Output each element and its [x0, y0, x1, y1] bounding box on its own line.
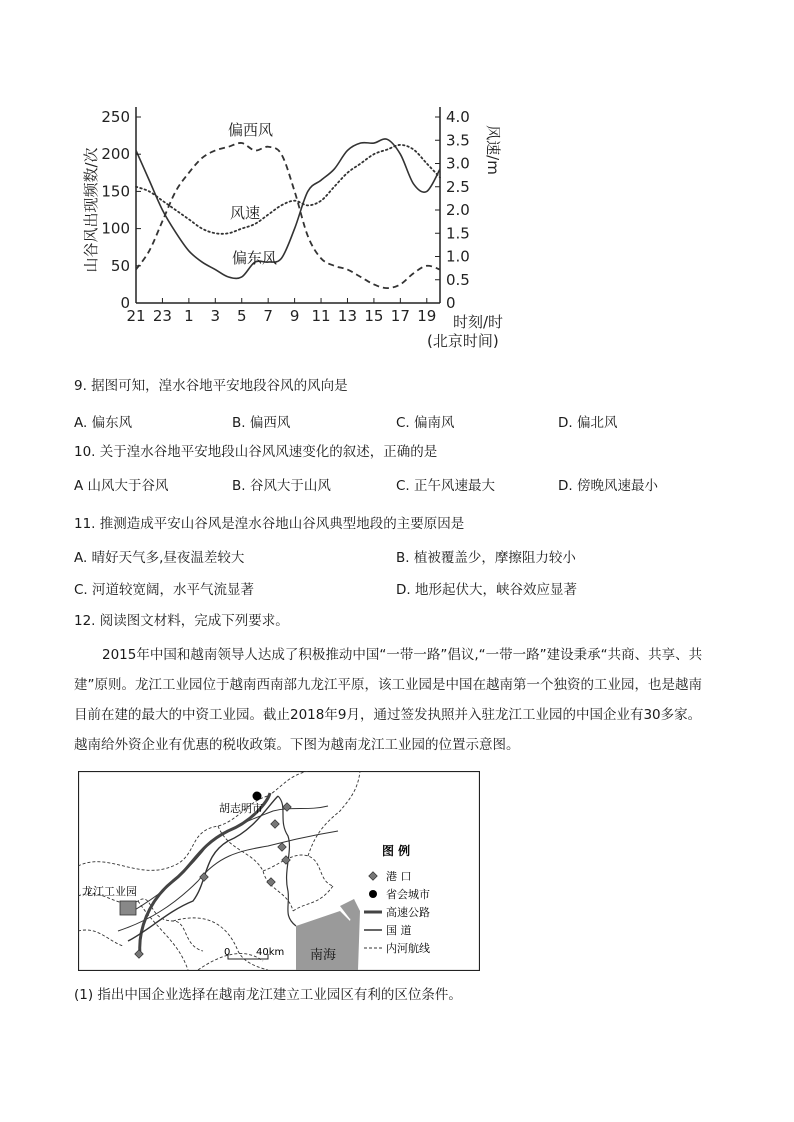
city-label: 胡志明市 [219, 802, 263, 815]
y2-tick-label: 4.0 [446, 108, 470, 126]
series-line-风速 [136, 145, 440, 234]
legend-highway: 高速公路 [386, 906, 430, 919]
q9-option-b[interactable]: B. 偏西风 [232, 415, 291, 431]
chart-ticks [101, 108, 470, 325]
x-tick-label: 1 [184, 307, 194, 325]
q10-option-c[interactable]: C. 正午风速最大 [396, 478, 496, 494]
q11-option-a[interactable]: A. 晴好天气多,昼夜温差较大 [74, 550, 245, 566]
label-wind-speed: 风速 [230, 204, 261, 222]
q10-stem: 10. 关于湟水谷地平安地段山谷风风速变化的叙述，正确的是 [74, 444, 438, 460]
x-tick-label: 23 [152, 307, 172, 325]
city-marker [253, 792, 262, 801]
y-tick-label: 0 [120, 294, 130, 312]
x-axis-label: 时刻/时 [453, 313, 504, 331]
label-west-wind: 偏西风 [228, 121, 274, 139]
label-east-wind: 偏东风 [232, 249, 278, 267]
q11-stem: 11. 推测造成平安山谷风是湟水谷地山谷风典型地段的主要原因是 [74, 516, 465, 532]
y-tick-label: 150 [101, 182, 130, 201]
y2-tick-label: 2.5 [446, 177, 470, 196]
q10-option-a[interactable]: A 山风大于谷风 [74, 478, 169, 494]
passage: 2015年中国和越南领导人达成了积极推动中国“一带一路”倡议,“一带一路”建设秉承“共商、共享、共建”原则。龙江工业园位于越南西南部九龙江平原，该工业园是中国在越南第一个独资的工业园，也是越南目前在建的最大的中资工业园。截止2018年9月，通过签发执照并入驻龙江工业园的中国企业有30多家。越南给外资企业有优惠的税收政策。下图为越南龙江工业园的位置示意图。 [74, 647, 703, 753]
x-tick-label: 13 [337, 307, 358, 325]
q9-option-c[interactable]: C. 偏南风 [396, 415, 455, 431]
x-tick-label: 21 [126, 307, 146, 325]
legend-river: 内河航线 [386, 942, 430, 955]
y2-axis-label: 风速/m [484, 125, 502, 175]
x-tick-label: 5 [236, 307, 247, 325]
location-map [78, 771, 480, 971]
x-axis-sublabel: (北京时间) [427, 332, 499, 350]
x-tick-label: 15 [364, 307, 384, 325]
y2-tick-label: 1.0 [446, 247, 470, 266]
legend-capital-icon [369, 890, 377, 898]
legend-road: 国 道 [386, 924, 412, 937]
x-tick-label: 9 [289, 307, 300, 325]
q10-option-d[interactable]: D. 傍晚风速最小 [558, 478, 658, 494]
sub-question-1: (1) 指出中国企业选择在越南龙江建立工业园区有利的区位条件。 [74, 987, 462, 1003]
y2-tick-label: 0.5 [446, 270, 470, 289]
q9-option-a[interactable]: A. 偏东风 [74, 415, 133, 431]
q12-stem: 12. 阅读图文材料，完成下列要求。 [74, 613, 289, 629]
q11-option-d[interactable]: D. 地形起伏大，峡谷效应显著 [396, 582, 577, 598]
series-line-偏西风 [136, 143, 440, 288]
y-tick-label: 50 [110, 256, 130, 275]
legend-port: 港 口 [386, 870, 412, 883]
y-tick-label: 200 [101, 145, 130, 164]
park-marker [120, 901, 136, 915]
chart-lines [136, 139, 440, 288]
y-tick-label: 250 [101, 108, 130, 126]
y2-tick-label: 3.5 [446, 131, 470, 150]
x-tick-label: 3 [210, 307, 221, 325]
x-tick-label: 19 [417, 307, 437, 325]
series-line-偏东风 [136, 139, 440, 278]
q10-option-b[interactable]: B. 谷风大于山风 [232, 478, 331, 494]
y2-tick-label: 1.5 [446, 224, 470, 243]
x-tick-label: 17 [390, 307, 410, 325]
q11-option-b[interactable]: B. 植被覆盖少，摩擦阻力较小 [396, 550, 576, 566]
q9-option-d[interactable]: D. 偏北风 [558, 415, 618, 431]
legend-title: 图 例 [382, 844, 411, 858]
wind-chart [60, 95, 530, 365]
sea-label: 南海 [310, 948, 337, 963]
scale-forty: 40km [256, 947, 285, 958]
legend-capital: 省会城市 [386, 888, 430, 901]
x-tick-label: 11 [311, 307, 331, 325]
q9-stem: 9. 据图可知，湟水谷地平安地段谷风的风向是 [74, 378, 348, 394]
chart-axes [136, 107, 440, 303]
q11-option-c[interactable]: C. 河道较宽阔，水平气流显著 [74, 582, 255, 598]
y2-tick-label: 3.0 [446, 154, 470, 173]
y2-tick-label: 0 [446, 294, 456, 312]
y-axis-label: 山谷风出现频数/次 [82, 147, 100, 273]
scale-zero: 0 [224, 947, 231, 958]
park-label: 龙江工业园 [82, 885, 137, 898]
x-tick-label: 7 [263, 307, 273, 325]
y2-tick-label: 2.0 [446, 201, 470, 219]
location-map-svg [78, 771, 480, 971]
wind-chart-svg [60, 95, 530, 365]
y-tick-label: 100 [101, 219, 130, 238]
